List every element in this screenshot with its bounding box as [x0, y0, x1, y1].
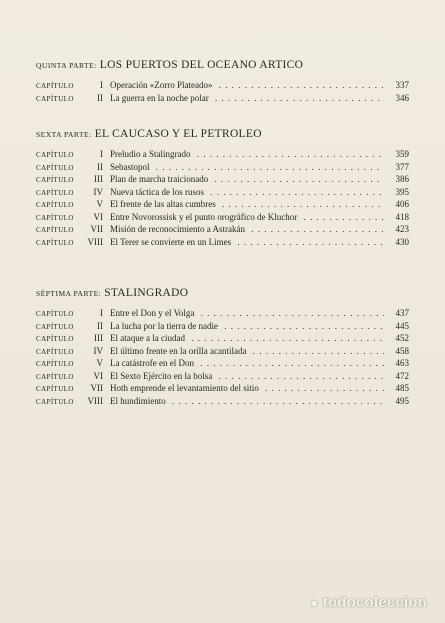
chapter-title-leader [110, 307, 384, 320]
chapter-entry [36, 345, 409, 358]
chapter-list [36, 307, 409, 407]
chapter-word: CAPÍTULO [36, 94, 74, 103]
chapter-number: I [100, 80, 103, 90]
chapter-title-leader [110, 357, 384, 370]
chapter-entry [36, 198, 409, 211]
chapter-title: Nueva táctica de los rusos [110, 186, 204, 197]
chapter-page-number: 445 [395, 320, 409, 331]
chapter-list [36, 148, 409, 248]
chapter-word: CAPÍTULO [36, 372, 74, 381]
chapter-word: CAPÍTULO [36, 82, 74, 90]
part-label: SÉPTIMA PARTE: [36, 289, 102, 298]
chapter-entry [36, 211, 409, 224]
chapter-entry [36, 173, 409, 186]
chapter-entry [36, 161, 409, 174]
chapter-title-leader [110, 370, 384, 383]
chapter-word: CAPÍTULO [36, 385, 74, 393]
chapter-number: V [96, 358, 103, 368]
chapter-word: CAPÍTULO [36, 163, 74, 172]
part-heading [36, 286, 409, 301]
chapter-title-leader [110, 382, 384, 395]
part-title: STALINGRADO [104, 287, 189, 299]
chapter-title-leader [110, 211, 384, 224]
chapter-title: Hoth emprende el levantamiento del sitio [110, 383, 259, 393]
chapter-title: Entre el Don y el Volga [110, 308, 195, 318]
chapter-title-leader [110, 198, 384, 211]
chapter-entry [36, 382, 409, 395]
chapter-title: Misión de reconocimiento a Astrakán [110, 224, 245, 234]
chapter-entry [36, 223, 409, 236]
part-section-septima [36, 286, 409, 407]
chapter-title-leader [110, 148, 384, 161]
chapter-entry [36, 236, 409, 249]
watermark [0, 594, 445, 616]
chapter-title: Entre Novorossisk y el punto orográfico de Kluchor [110, 211, 298, 222]
part-section-sexta [36, 127, 409, 248]
chapter-word: CAPÍTULO [36, 151, 74, 159]
part-label: QUINTA PARTE: [36, 61, 97, 70]
chapter-page-number: 472 [395, 370, 409, 381]
chapter-word: CAPÍTULO [36, 347, 74, 356]
chapter-entry [36, 148, 409, 161]
chapter-page-number: 430 [395, 236, 409, 247]
chapter-number: II [97, 92, 103, 103]
chapter-title: El frente de las altas cumbres [110, 199, 216, 209]
chapter-number: I [100, 308, 103, 318]
chapter-entry [36, 395, 409, 408]
chapter-page-number: 452 [395, 333, 409, 343]
chapter-word: CAPÍTULO [36, 188, 74, 197]
watermark-text: todocoleccion [322, 594, 427, 611]
chapter-title: Sebastopol [110, 161, 150, 172]
chapter-word: CAPÍTULO [36, 397, 74, 406]
part-title: EL CAUCASO Y EL PETROLEO [94, 128, 262, 140]
chapter-word: CAPÍTULO [36, 310, 74, 318]
chapter-title-leader [110, 223, 384, 236]
chapter-list [36, 79, 409, 104]
chapter-number: II [97, 320, 103, 331]
chapter-word: CAPÍTULO [36, 360, 74, 368]
chapter-title: Operación «Zorro Plateado» [110, 80, 213, 90]
chapter-title: Plan de marcha traicionado [110, 174, 209, 184]
chapter-word: CAPÍTULO [36, 226, 74, 234]
chapter-number: IV [93, 186, 103, 197]
chapter-page-number: 423 [395, 224, 409, 234]
chapter-title: El Terer se convierte en un Limes [110, 236, 232, 247]
chapter-entry [36, 370, 409, 383]
chapter-number: VI [93, 211, 103, 222]
part-section-quinta [36, 58, 409, 104]
chapter-title-leader [110, 332, 384, 345]
chapter-title-leader [110, 79, 384, 92]
chapter-number: III [94, 333, 103, 343]
chapter-entry [36, 307, 409, 320]
chapter-title-leader [110, 395, 384, 408]
chapter-page-number: 458 [395, 345, 409, 356]
chapter-page-number: 418 [395, 211, 409, 222]
chapter-title: La guerra en la noche polar [110, 92, 209, 103]
chapter-number: V [96, 199, 103, 209]
chapter-entry [36, 79, 409, 92]
chapter-number: IV [93, 345, 103, 356]
chapter-number: VIII [87, 236, 103, 247]
chapter-number: VI [93, 370, 103, 381]
chapter-page-number: 359 [395, 149, 409, 159]
chapter-title-leader [110, 92, 384, 105]
chapter-entry [36, 320, 409, 333]
part-label: SEXTA PARTE: [36, 130, 92, 139]
chapter-title: La catástrofe en el Don [110, 358, 194, 368]
chapter-page-number: 406 [395, 199, 409, 209]
chapter-number: III [94, 174, 103, 184]
chapter-number: VIII [87, 395, 103, 406]
chapter-title: Preludio a Stalingrado [110, 149, 191, 159]
chapter-word: CAPÍTULO [36, 335, 74, 343]
chapter-title: El ataque a la ciudad [110, 333, 185, 343]
part-heading [36, 127, 409, 142]
chapter-page-number: 377 [395, 161, 409, 172]
watermark-dot-icon: ● [310, 595, 319, 610]
chapter-word: CAPÍTULO [36, 322, 74, 331]
chapter-number: II [97, 161, 103, 172]
chapter-page-number: 346 [395, 92, 409, 103]
part-title: LOS PUERTOS DEL OCEANO ARTICO [99, 59, 304, 71]
chapter-word: CAPÍTULO [36, 213, 74, 222]
chapter-title: La lucha por la tierra de nadie [110, 320, 218, 331]
chapter-page-number: 495 [395, 395, 409, 406]
chapter-entry [36, 357, 409, 370]
chapter-number: I [100, 149, 103, 159]
chapter-title-leader [110, 186, 384, 199]
chapter-page-number: 395 [395, 186, 409, 197]
chapter-entry [36, 92, 409, 105]
chapter-entry [36, 332, 409, 345]
chapter-page-number: 485 [395, 383, 409, 393]
chapter-page-number: 463 [395, 358, 409, 368]
chapter-title: El hundimiento [110, 395, 166, 406]
chapter-word: CAPÍTULO [36, 201, 74, 209]
chapter-title-leader [110, 345, 384, 358]
chapter-page-number: 337 [395, 80, 409, 90]
chapter-title-leader [110, 161, 384, 174]
chapter-page-number: 437 [395, 308, 409, 318]
chapter-title-leader [110, 320, 384, 333]
chapter-title-leader [110, 173, 384, 186]
chapter-title: El Sexto Ejército en la bolsa [110, 370, 213, 381]
chapter-title: El último frente en la orilla acantilada [110, 345, 247, 356]
chapter-word: CAPÍTULO [36, 176, 74, 184]
chapter-page-number: 386 [395, 174, 409, 184]
chapter-entry [36, 186, 409, 199]
chapter-number: VII [90, 383, 103, 393]
chapter-word: CAPÍTULO [36, 238, 74, 247]
part-heading [36, 58, 409, 73]
chapter-number: VII [90, 224, 103, 234]
chapter-title-leader [110, 236, 384, 249]
